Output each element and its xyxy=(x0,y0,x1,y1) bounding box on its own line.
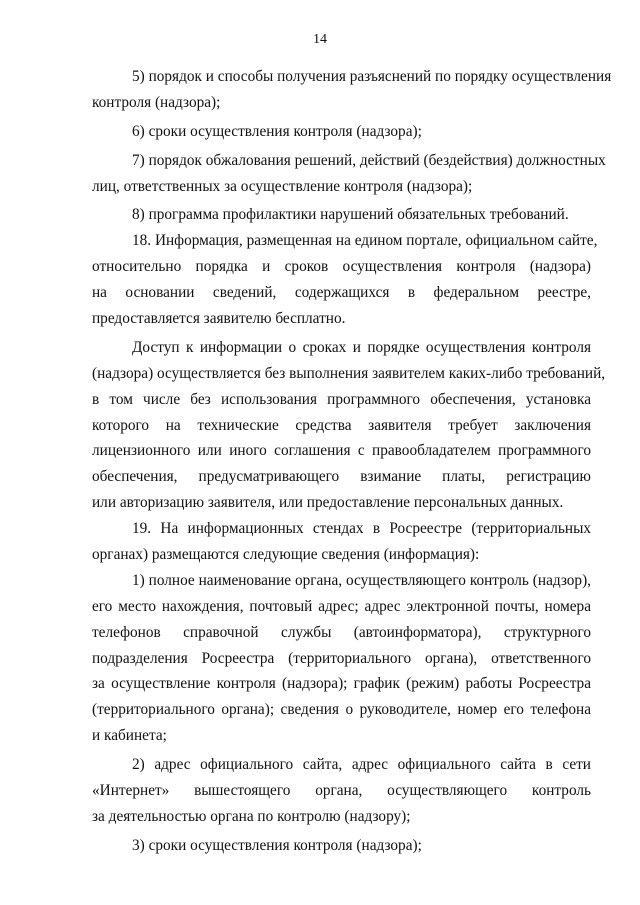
text-line: лицензионного или иного соглашения с правообладателем программного xyxy=(92,442,591,460)
text-line: 6) сроки осуществления контроля (надзора); xyxy=(132,122,422,140)
text-line: Доступ к информации о сроках и порядке осуществления контроля xyxy=(132,338,591,356)
text-line: 18. Информация, размещенная на едином портале, официальном сайте, xyxy=(132,232,598,250)
text-line: подразделения Росреестра (территориального органа), ответственного xyxy=(92,649,591,667)
text-line: лиц, ответственных за осуществление контроля (надзора); xyxy=(92,177,473,195)
text-line: 5) порядок и способы получения разъяснений по порядку осуществления xyxy=(132,68,612,85)
text-line: телефонов справочной службы (автоинформатора), структурного xyxy=(92,623,591,641)
text-line: 2) адрес официального сайта, адрес официального сайта в сети xyxy=(132,756,591,774)
text-line: которого на технические средства заявителя требует заключения xyxy=(92,416,591,434)
text-line: 7) порядок обжалования решений, действий (бездействия) должностных xyxy=(132,151,606,169)
text-line: за осуществление контроля (надзора); график (режим) работы Росреестра xyxy=(92,675,591,693)
text-line: 1) полное наименование органа, осуществляющего контроль (надзор), xyxy=(132,571,591,589)
text-line: и кабинета; xyxy=(92,727,167,745)
text-line: (территориального органа); сведения о руководителе, номер его телефона xyxy=(92,701,591,719)
text-line: 19. На информационных стендах в Росреестре (территориальных xyxy=(132,520,591,538)
text-line: (надзора) осуществляется без выполнения заявителем каких-либо требований, xyxy=(92,364,606,382)
text-line: его место нахождения, почтовый адрес; адрес электронной почты, номера xyxy=(92,597,591,615)
text-line: «Интернет» вышестоящего органа, осуществляющего контроль xyxy=(92,782,591,800)
page-number: 14 xyxy=(313,32,327,47)
text-line: на основании сведений, содержащихся в федеральном реестре, xyxy=(92,284,591,302)
text-line: контроля (надзора); xyxy=(92,93,221,111)
text-line: 8) программа профилактики нарушений обязательных требований. xyxy=(132,206,569,224)
text-line: предоставляется заявителю бесплатно. xyxy=(92,310,346,328)
text-line: или авторизацию заявителя, или предоставление персональных данных. xyxy=(92,494,564,512)
text-line: обеспечения, предусматривающего взимание платы, регистрацию xyxy=(92,468,591,486)
document-body xyxy=(92,64,612,859)
text-line: 3) сроки осуществления контроля (надзора); xyxy=(132,836,422,854)
text-line: за деятельностью органа по контролю (надзору); xyxy=(92,807,411,825)
text-line: относительно порядка и сроков осуществления контроля (надзора) xyxy=(92,258,591,276)
text-line: органах) размещаются следующие сведения (информация): xyxy=(92,546,480,564)
text-line: в том числе без использования программного обеспечения, установка xyxy=(92,390,591,408)
